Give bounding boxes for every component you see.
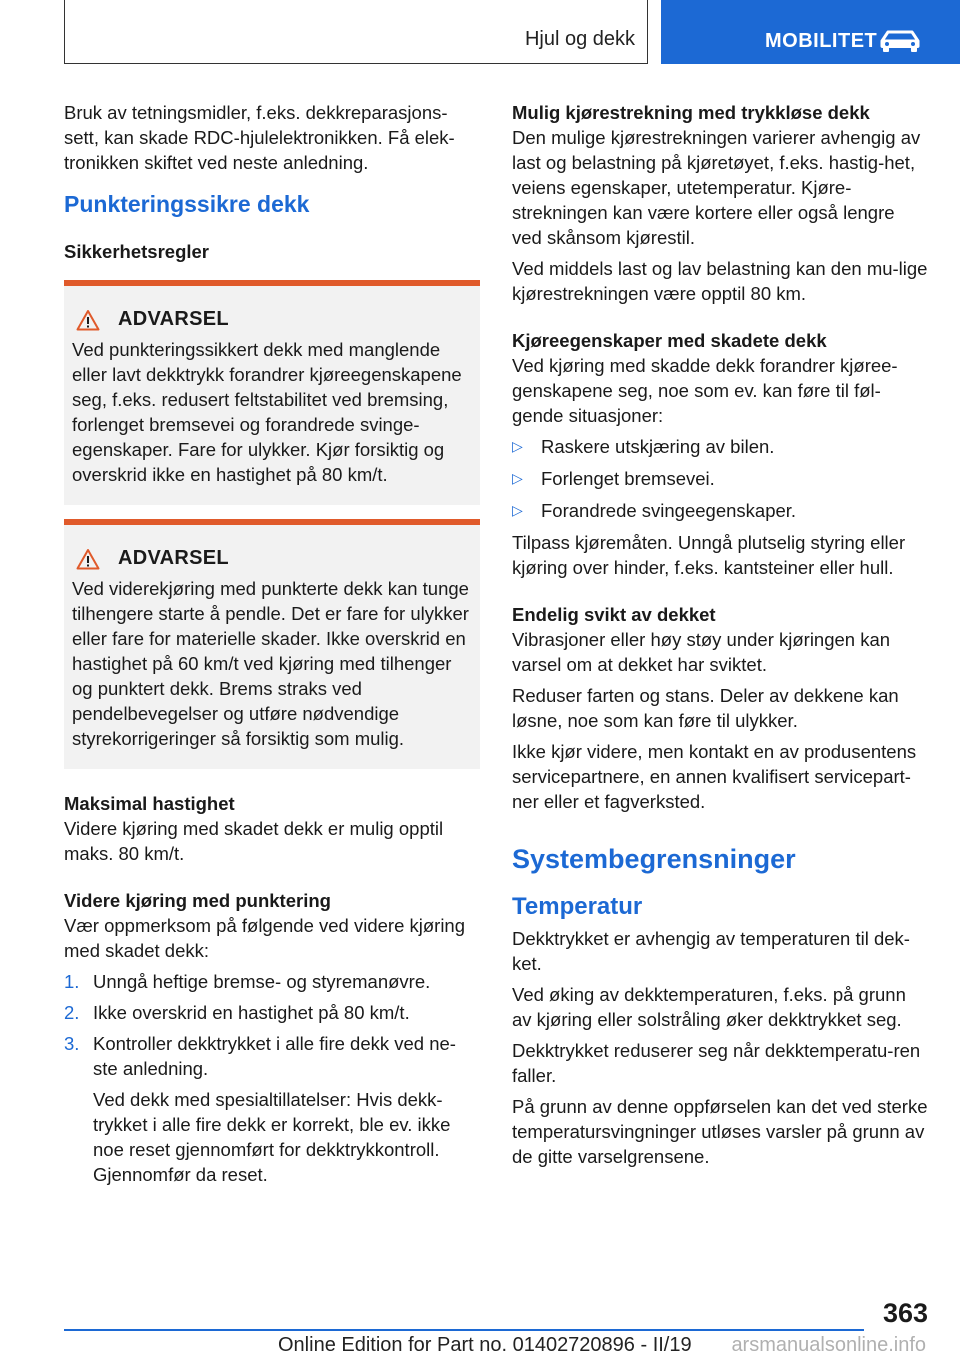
intro-paragraph: Bruk av tetningsmidler, f.eks. dekkreparasjons-sett, kan skade RDC-hjulelektronikken. Få elek-tronikken skiftet ved neste anledning. [64, 102, 455, 173]
triangle-bullet-icon: ▷ [512, 470, 523, 486]
max-speed-title: Maksimal hastighet [64, 793, 235, 814]
left-column [64, 100, 480, 1193]
warning-text: Ved punkteringssikkert dekk med manglende eller lavt dekktrykk forandrer kjøreegenskapene seg, f.eks. redusert feltstabilitet ved bremsing, forlenget bremsevei og forandrede svinge-egenskaper. Fare for ulykker. Kjør forsiktig og overskrid ikke en hastighet på 80 km/t. [72, 339, 462, 485]
warning-title: ADVARSEL [118, 308, 229, 330]
list-item [512, 498, 928, 523]
failure-paragraph-3: Ikke kjør videre, men kontakt en av produsentens servicepartnere, en annen kvalifisert servicepart-ner eller et fagverksted. [512, 741, 917, 812]
failure-title: Endelig svikt av dekket [512, 604, 716, 625]
bullet-text: Forandrede svingeegenskaper. [541, 500, 797, 521]
step-number: 1. [64, 971, 80, 992]
continue-text: Vær oppmerksom på følgende ved videre kjøring med skadet dekk: [64, 915, 466, 961]
footer-divider [64, 1329, 864, 1331]
max-speed-text: Videre kjøring med skadet dekk er mulig opptil maks. 80 km/t. [64, 818, 444, 864]
list-item [64, 1000, 480, 1025]
warning-title: ADVARSEL [118, 547, 229, 569]
temperature-paragraph-4: På grunn av denne oppførselen kan det ved sterke temperatursvingninger utløses varsler på grunn av de gitte varselgrensene. [512, 1096, 928, 1167]
section-title: Hjul og dekk [524, 28, 635, 50]
chapter-title: MOBILITET [765, 30, 878, 52]
step-number: 3. [64, 1033, 80, 1054]
handling-bullets [512, 434, 928, 523]
list-item [512, 466, 928, 491]
handling-title: Kjøreegenskaper med skadete dekk [512, 330, 827, 351]
subheading-safety: Sikkerhetsregler [64, 241, 210, 262]
step-number: 2. [64, 1002, 80, 1023]
handling-text: Ved kjøring med skadde dekk forandrer kjøree-genskapene seg, noe som ev. kan føre til føl-gende situasjoner: [512, 355, 898, 426]
warning-box-2 [64, 519, 480, 769]
list-item [512, 434, 928, 459]
range-paragraph-2: Ved middels last og lav belastning kan den mu-lige kjørestrekningen være opptil 80 km. [512, 258, 928, 304]
footer-watermark: arsmanualsonline.info [731, 1334, 926, 1356]
temperature-paragraph-3: Dekktrykket reduserer seg når dekktemperatu-ren faller. [512, 1040, 921, 1086]
step-text: Ikke overskrid en hastighet på 80 km/t. [93, 1002, 410, 1023]
range-paragraph-1: Den mulige kjørestrekningen varierer avhengig av last og belastning på kjøretøyet, f.eks. hastig-het, veiens egenskaper, utetemperatur. Kjøre-strekningen kan være kortere eller også lengre ved skånsom kjørestil. [512, 127, 921, 248]
warning-box-1 [64, 280, 480, 505]
page-number: 363 [882, 1298, 928, 1328]
failure-paragraph-1: Vibrasjoner eller høy støy under kjøringen kan varsel om at dekket har sviktet. [512, 629, 891, 675]
list-item [64, 969, 480, 994]
range-title: Mulig kjørestrekning med trykkløse dekk [512, 102, 870, 123]
failure-paragraph-2: Reduser farten og stans. Deler av dekkene kan løsne, noe som kan føre til ulykker. [512, 685, 899, 731]
warning-triangle-icon [76, 548, 100, 570]
step-text: Kontroller dekktrykket i alle fire dekk ved ne-ste anledning. [93, 1033, 456, 1079]
bullet-text: Forlenget bremsevei. [541, 468, 715, 489]
step-extra-text: Ved dekk med spesialtillatelser: Hvis dekk-trykket i alle fire dekk er korrekt, ble ev. ikke noe reset gjennomført for dekktrykkontroll. Gjennomfør da reset. [93, 1089, 451, 1185]
right-column [512, 100, 928, 1175]
triangle-bullet-icon: ▷ [512, 502, 523, 518]
warning-text: Ved viderekjøring med punkterte dekk kan tunge tilhengere starte å pendle. Det er fare for ulykker eller fare for materielle skader. Ikke overskrid en hastighet på 60 km/t ved kjøring med tilhenger og punktert dekk. Brems straks ved pendelbevegelser og utføre nødvendige styrekorrigeringer så forsiktig som mulig. [72, 578, 469, 749]
continue-title: Videre kjøring med punktering [64, 890, 331, 911]
heading-puncture-proof: Punkteringssikre dekk [64, 191, 310, 217]
step-text: Unngå heftige bremse- og styremanøvre. [93, 971, 431, 992]
warning-triangle-icon [76, 309, 100, 331]
heading-temperature: Temperatur [512, 893, 643, 920]
triangle-bullet-icon: ▷ [512, 438, 523, 454]
chapter-tab [661, 0, 960, 64]
handling-after: Tilpass kjøremåten. Unngå plutselig styring eller kjøring over hinder, f.eks. kantsteiner eller hull. [512, 532, 906, 578]
footer-edition: Online Edition for Part no. 01402720896 - II/19 [278, 1334, 692, 1356]
temperature-paragraph-1: Dekktrykket er avhengig av temperaturen til dek-ket. [512, 928, 910, 974]
steps-list [64, 969, 480, 1187]
heading-system-limits: Systembegrensninger [512, 844, 796, 874]
list-item [64, 1031, 480, 1187]
temperature-paragraph-2: Ved øking av dekktemperaturen, f.eks. på grunn av kjøring eller solstråling øker dekktrykket seg. [512, 984, 906, 1030]
car-icon [879, 29, 921, 53]
bullet-text: Raskere utskjæring av bilen. [541, 436, 775, 457]
header-section-box [64, 0, 648, 64]
